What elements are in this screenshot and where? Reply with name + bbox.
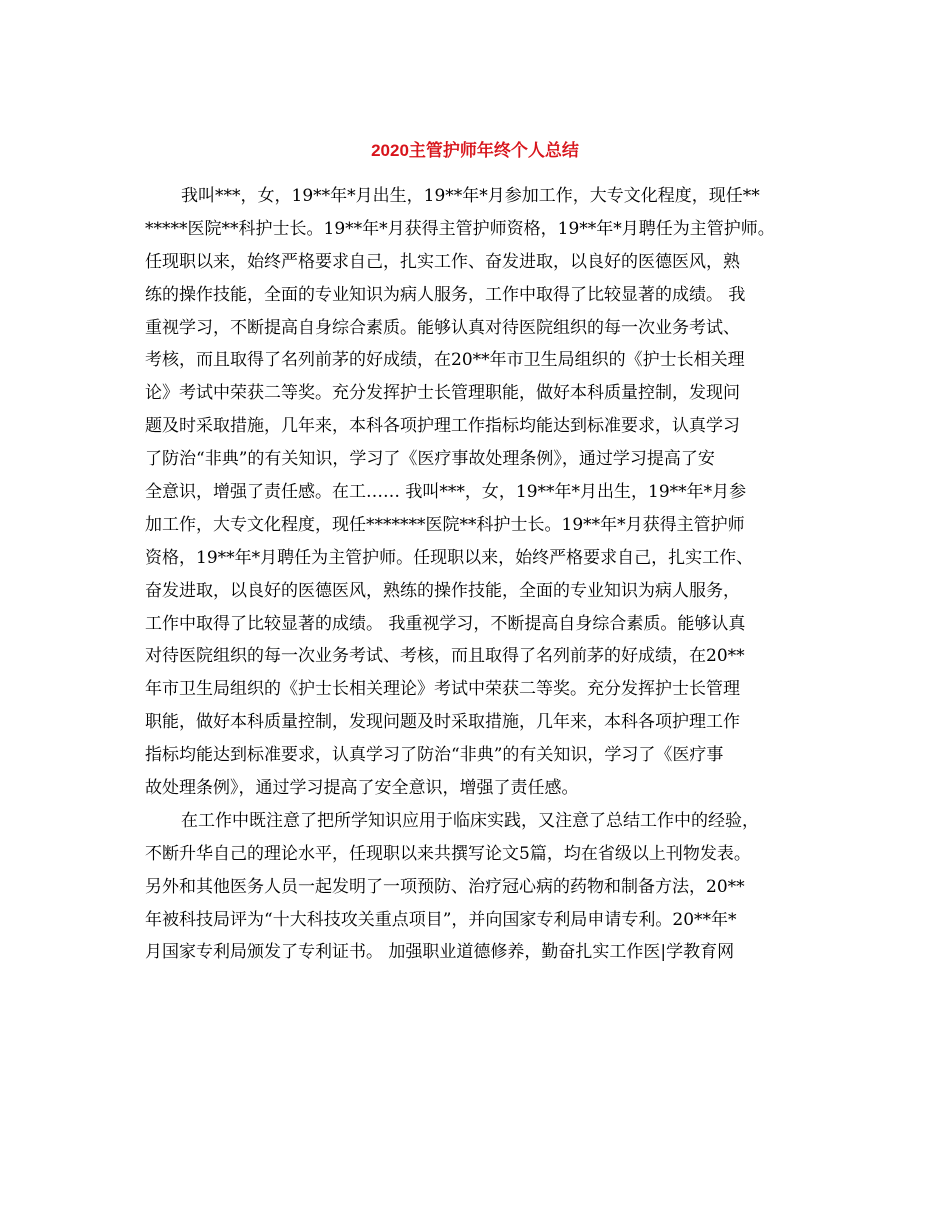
text-line: *****医院**科护士长。19**年*月获得主管护师资格，19**年*月聘任为主管护师。: [145, 218, 775, 239]
text-line: 年被科技局评为“十大科技攻关重点项目”，并向国家专利局申请专利。20**年*: [145, 909, 737, 930]
text-line: 指标均能达到标准要求，认真学习了防治“非典”的有关知识，学习了《医疗事: [145, 745, 724, 766]
text-line: 题及时采取措施，几年来，本科各项护理工作指标均能达到标准要求，认真学习: [145, 416, 740, 437]
text-line: 不断升华自己的理论水平，任现职以来共撰写论文5篇，均在省级以上刊物发表。: [145, 843, 751, 864]
text-line: 重视学习，不断提高自身综合素质。能够认真对待医院组织的每一次业务考试、: [145, 317, 740, 338]
text-line: 练的操作技能，全面的专业知识为病人服务，工作中取得了比较显著的成绩。 我: [145, 284, 746, 305]
text-line: 月国家专利局颁发了专利证书。 加强职业道德修养，勤奋扎实工作医|学教育网: [145, 942, 735, 963]
text-line: 对待医院组织的每一次业务考试、考核，而且取得了名列前茅的好成绩，在20**: [145, 646, 745, 667]
text-line: 论》考试中荣获二等奖。充分发挥护士长管理职能，做好本科质量控制，发现问: [145, 383, 740, 404]
text-line: 在工作中既注意了把所学知识应用于临床实践，又注意了总结工作中的经验，: [181, 810, 759, 831]
text-line: 年市卫生局组织的《护士长相关理论》考试中荣获二等奖。充分发挥护士长管理: [145, 679, 740, 700]
text-line: 了防治“非典”的有关知识，学习了《医疗事故处理条例》，通过学习提高了安: [145, 449, 715, 470]
document-body: [145, 180, 825, 969]
text-line: 加工作，大专文化程度，现任*******医院**科护士长。19**年*月获得主管护师: [145, 514, 745, 535]
text-line: 另外和其他医务人员一起发明了一项预防、治疗冠心病的药物和制备方法，20**: [145, 876, 745, 897]
text-line: 奋发进取，以良好的医德医风，熟练的操作技能，全面的专业知识为病人服务，: [145, 580, 740, 601]
text-line: 全意识，增强了责任感。在工…… 我叫***，女，19**年*月出生，19**年*月参: [145, 482, 747, 503]
text-line: 故处理条例》，通过学习提高了安全意识，增强了责任感。: [145, 778, 579, 799]
text-line: 任现职以来，始终严格要求自己，扎实工作、奋发进取，以良好的医德医风，熟: [145, 251, 740, 272]
document-title: 2020主管护师年终个人总结: [371, 141, 579, 160]
text-line: 职能，做好本科质量控制，发现问题及时采取措施，几年来，本科各项护理工作: [145, 712, 740, 733]
text-line: 资格，19**年*月聘任为主管护师。任现职以来，始终严格要求自己，扎实工作、: [145, 547, 754, 568]
text-line: 我叫***，女，19**年*月出生，19**年*月参加工作，大专文化程度，现任**: [181, 186, 760, 206]
text-line: 考核，而且取得了名列前茅的好成绩，在20**年市卫生局组织的《护士长相关理: [145, 350, 745, 371]
text-line: 工作中取得了比较显著的成绩。 我重视学习，不断提高自身综合素质。能够认真: [145, 613, 746, 634]
